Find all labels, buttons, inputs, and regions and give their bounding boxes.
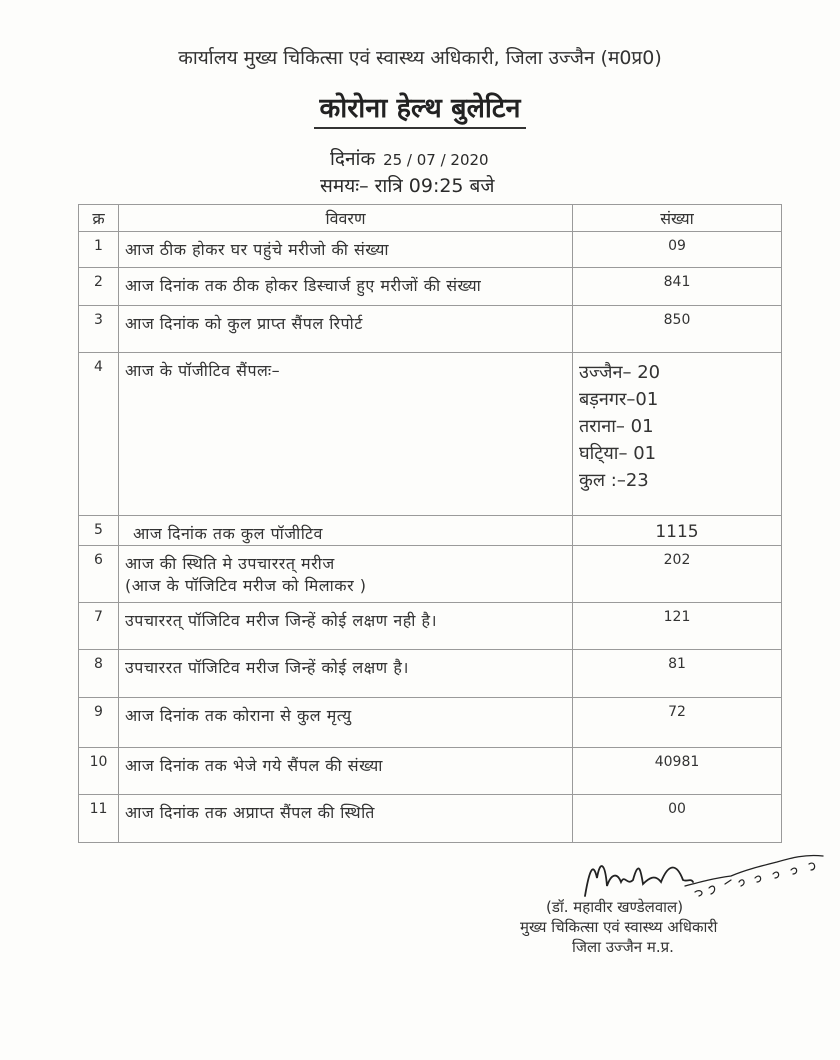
row-serial: 6	[79, 546, 119, 603]
row-description	[119, 546, 573, 603]
table-row	[79, 516, 782, 546]
row-count: 841	[573, 268, 782, 306]
table-row	[79, 603, 782, 650]
positive-breakdown	[573, 353, 782, 516]
bulletin-title-text: कोरोना हेल्थ बुलेटिन	[314, 93, 527, 129]
row-count: 81	[573, 650, 782, 698]
row-description: आज के पॉजीटिव सैंपलः–	[119, 353, 573, 516]
row-count: 202	[573, 546, 782, 603]
time-line	[320, 172, 495, 198]
table-row	[79, 650, 782, 698]
signatory-place: जिला उज्जैन म.प्र.	[572, 938, 674, 956]
row-count: 72	[573, 698, 782, 748]
header-count: संख्या	[573, 205, 782, 232]
row-description: आज दिनांक को कुल प्राप्त सैंपल रिपोर्ट	[119, 306, 573, 353]
row-count: 00	[573, 795, 782, 843]
row-serial: 4	[79, 353, 119, 516]
row-description-line-2: (आज के पॉजिटिव मरीज को मिलाकर )	[125, 576, 367, 595]
time-value: रात्रि 09:25 बजे	[374, 175, 495, 197]
table-row	[79, 546, 782, 603]
row-description: आज दिनांक तक कोराना से कुल मृत्यु	[119, 698, 573, 748]
header-description: विवरण	[119, 205, 573, 232]
table-row	[79, 306, 782, 353]
row-serial: 2	[79, 268, 119, 306]
office-heading: कार्यालय मुख्य चिकित्सा एवं स्वास्थ्य अधिकारी, जिला उज्जैन (म0प्र0)	[178, 47, 662, 69]
table-row	[79, 698, 782, 748]
table-row	[79, 353, 782, 516]
signatory-designation: मुख्य चिकित्सा एवं स्वास्थ्य अधिकारी	[520, 918, 718, 936]
table-row	[79, 268, 782, 306]
date-line	[330, 145, 489, 171]
row-description-line-1: आज की स्थिति मे उपचाररत् मरीज	[125, 554, 335, 573]
table-row	[79, 748, 782, 795]
row-serial: 10	[79, 748, 119, 795]
row-description: आज दिनांक तक अप्राप्त सैंपल की स्थिति	[119, 795, 573, 843]
positive-ujjain: उज्जैन– 20	[579, 362, 661, 383]
signature-block	[520, 897, 717, 957]
bulletin-title	[0, 88, 840, 125]
row-description: उपचाररत पॉजिटिव मरीज जिन्हें कोई लक्षण है।	[119, 650, 573, 698]
row-description: आज दिनांक तक ठीक होकर डिस्चार्ज हुए मरीजों की संख्या	[119, 268, 573, 306]
row-serial: 5	[79, 516, 119, 546]
row-count: 121	[573, 603, 782, 650]
row-count: 09	[573, 232, 782, 268]
row-description: उपचाररत् पॉजिटिव मरीज जिन्हें कोई लक्षण नही है।	[119, 603, 573, 650]
positive-badnagar: बड़नगर–01	[579, 389, 659, 410]
table-header-row	[79, 205, 782, 232]
row-description: आज ठीक होकर घर पहुंचे मरीजो की संख्या	[119, 232, 573, 268]
table-row	[79, 795, 782, 843]
row-serial: 11	[79, 795, 119, 843]
date-value: 25 / 07 / 2020	[383, 151, 489, 169]
row-serial: 3	[79, 306, 119, 353]
positive-tarana: तराना– 01	[579, 416, 654, 437]
positive-total: कुल :–23	[579, 470, 649, 491]
table-row	[79, 232, 782, 268]
row-description: आज दिनांक तक कुल पॉजीटिव	[119, 516, 573, 546]
signatory-name: (डॉ. महावीर खण्डेलवाल)	[546, 898, 684, 916]
bulletin-table	[78, 204, 782, 843]
date-label: दिनांक	[330, 148, 376, 170]
row-count: 1115	[573, 516, 782, 546]
row-serial: 9	[79, 698, 119, 748]
row-count: 850	[573, 306, 782, 353]
handwritten-signature	[565, 852, 835, 902]
row-count: 40981	[573, 748, 782, 795]
row-serial: 7	[79, 603, 119, 650]
row-description: आज दिनांक तक भेजे गये सैंपल की संख्या	[119, 748, 573, 795]
row-serial: 8	[79, 650, 119, 698]
positive-ghatiya: घटि्या– 01	[579, 443, 657, 464]
header-serial: क्र	[79, 205, 119, 232]
time-label: समयः–	[320, 175, 369, 197]
row-serial: 1	[79, 232, 119, 268]
